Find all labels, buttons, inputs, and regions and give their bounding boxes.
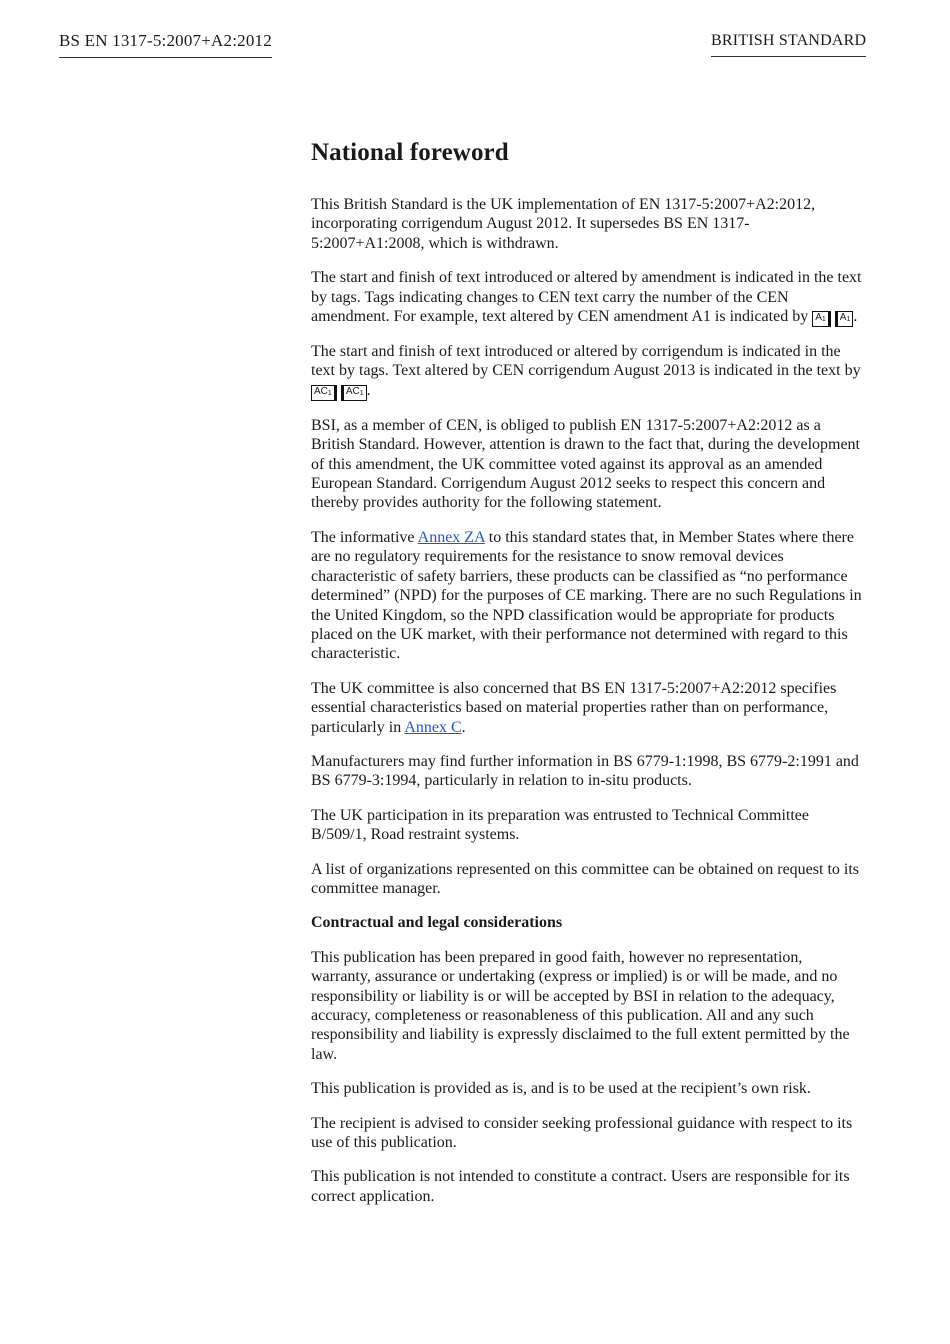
tag-number: 1: [359, 389, 364, 397]
paragraph-organizations: A list of organizations represented on this committee can be obtained on request to its committee manager.: [311, 860, 860, 897]
foreword-body: [311, 139, 863, 1221]
tag-number: 1: [327, 389, 332, 397]
paragraph-end: .: [853, 308, 858, 326]
paragraph-not-contract: This publication is not intended to constitute a contract. Users are responsible for its correct application.: [311, 1168, 850, 1205]
paragraph-guidance: The recipient is advised to consider seeking professional guidance with respect to its use of this publication.: [311, 1114, 853, 1152]
section-heading-contractual: Contractual and legal considerations: [311, 914, 563, 932]
annex-za-link[interactable]: Annex ZA: [417, 528, 485, 546]
paragraph-text: to this standard states that, in Member States where there are no regulatory requirements for the resistance to snow removal devices characteristic of safety barriers, these products can be classified as “no performance determined” (NPD) for the purposes of CE marking. There are no such Regulations in the United Kingdom, so the NPD classification would be appropriate for products placed on the UK market, with their performance not determined with regard to this characteristic.: [311, 528, 862, 663]
paragraph-amendment-tags: [311, 268, 863, 327]
tag-letter: AC: [345, 385, 360, 397]
paragraph-corrigendum-tags: [311, 342, 863, 401]
tag-letter: A: [815, 312, 822, 324]
page-title: National foreword: [311, 139, 509, 166]
tag-number: 1: [846, 316, 851, 324]
paragraph-uk-participation: The UK participation in its preparation was entrusted to Technical Committee B/509/1, Road restraint systems.: [311, 806, 809, 844]
header-category: BRITISH STANDARD: [711, 32, 866, 57]
paragraph-text: The UK committee is also concerned that BS EN 1317-5:2007+A2:2012 specifies essential characteristics based on material properties rather than on performance, particularly in: [311, 679, 837, 736]
paragraph-annex-za: [311, 528, 863, 664]
header-doc-id: BS EN 1317-5:2007+A2:2012: [59, 31, 272, 58]
paragraph-text: The informative: [311, 528, 418, 546]
paragraph-text: .: [461, 718, 466, 736]
paragraph-end: .: [366, 381, 371, 399]
paragraph-text: The start and finish of text introduced or altered by amendment is indicated in the text by tags. Tags indicating changes to CEN text carry the number of the CEN amendment. For example, text altered by CEN amendment A1 is indicated by: [311, 269, 862, 326]
tag-letter: AC: [314, 385, 328, 397]
tag-number: 1: [821, 316, 826, 324]
paragraph-good-faith: This publication has been prepared in good faith, however no representation, warranty, assurance or undertaking (express or implied) is or will be made, and no responsibility or liability is or will be accepted by BSI in relation to the adequacy, accuracy, completeness or reasonableness of this publication. All and any such responsibility and liability is expressly disclaimed to the full extent permitted by the law.: [311, 948, 850, 1063]
annex-c-link[interactable]: Annex C: [404, 718, 462, 736]
paragraph-as-is: This publication is provided as is, and is to be used at the recipient’s own risk.: [311, 1080, 811, 1098]
tag-letter: A: [839, 312, 847, 324]
paragraph-cen-obligation: BSI, as a member of CEN, is obliged to publish EN 1317-5:2007+A2:2012 as a British Standard. However, attention is drawn to the fact that, during the development of this amendment, the UK committee voted against its approval as an amended European Standard. Corrigendum August 2012 seeks to respect this concern and thereby provides authority for the following statement.: [311, 416, 860, 512]
paragraph-annex-c: [311, 679, 863, 737]
paragraph-text: The start and finish of text introduced or altered by corrigendum is indicated in the text by tags. Text altered by CEN corrigendum August 2013 is indicated in the text by: [311, 343, 861, 380]
paragraph-manufacturers: Manufacturers may find further information in BS 6779-1:1998, BS 6779-2:1991 and BS 6779-3:1994, particularly in relation to in-situ products.: [311, 752, 859, 790]
paragraph-implementation: This British Standard is the UK implementation of EN 1317-5:2007+A2:2012, incorporating corrigendum August 2012. It supersedes BS EN 1317-5:2007+A1:2008, which is withdrawn.: [311, 196, 816, 252]
amendment-end-tag-icon: [835, 311, 854, 327]
corrigendum-start-tag-icon: [311, 385, 337, 401]
amendment-start-tag-icon: [812, 311, 831, 327]
corrigendum-end-tag-icon: [341, 385, 367, 401]
